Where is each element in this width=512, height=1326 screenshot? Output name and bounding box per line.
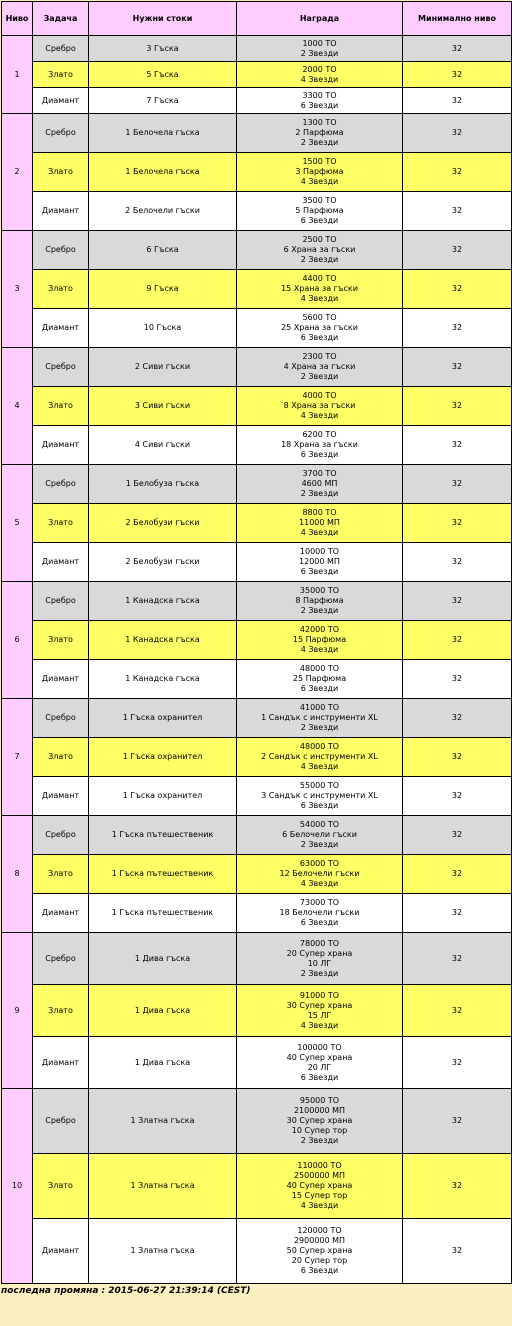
table-row [2,1037,512,1089]
reward-cell [237,894,403,933]
reward-line: 48000 ТО [299,664,340,673]
reward-line: 6 Звезди [300,450,339,459]
table-row [2,192,512,231]
table-row [2,582,512,621]
reward-line: 2 Звезди [300,372,339,381]
task-cell: Злато [33,738,89,777]
table-row [2,621,512,660]
header-min-level: Минимално ниво [403,2,512,36]
reward-line: 4000 ТО [302,391,337,400]
reward-line: 2 Парфюма [295,128,344,137]
reward-line: 2100000 МП [293,1106,346,1115]
reward-line: 15 Супер тор [291,1191,348,1200]
level-cell: 3 [2,231,33,348]
reward-line: 3500 ТО [302,196,337,205]
min-level-cell: 32 [403,582,512,621]
reward-line: 54000 ТО [299,820,340,829]
min-level-cell: 32 [403,855,512,894]
reward-line: 30 Супер храна [286,1000,353,1010]
reward-line: 3 Парфюма [295,167,344,176]
min-level-cell: 32 [403,231,512,270]
goods-cell: 1 Златна гъска [89,1219,237,1284]
reward-line: 2 Звезди [300,48,339,58]
goods-cell: 1 Канадска гъска [89,582,237,621]
min-level-cell: 32 [403,894,512,933]
reward-cell [237,504,403,543]
goods-cell: 1 Гъска пътешественик [89,816,237,855]
reward-line: 12000 МП [299,557,340,566]
header-reward: Награда [237,2,403,36]
task-cell: Диамант [33,426,89,465]
reward-line: 78000 ТО [299,938,340,948]
reward-cell [237,270,403,309]
table-row [2,816,512,855]
goods-cell: 1 Гъска пътешественик [89,855,237,894]
reward-cell [237,62,403,88]
level-cell: 4 [2,348,33,465]
reward-cell [237,582,403,621]
level-cell: 7 [2,699,33,816]
reward-line: 50 Супер храна [286,1246,353,1255]
task-cell: Злато [33,621,89,660]
goods-cell: 3 Гъска [89,36,237,62]
table-row [2,504,512,543]
table-row [2,1219,512,1284]
reward-cell [237,933,403,985]
task-cell: Сребро [33,699,89,738]
reward-line: 40 Супер храна [286,1052,353,1062]
reward-cell [237,387,403,426]
quest-table-body [2,36,512,1284]
table-row [2,543,512,582]
task-cell: Злато [33,985,89,1037]
reward-line: 8800 ТО [302,508,337,517]
goods-cell: 1 Златна гъска [89,1154,237,1219]
goods-cell: 1 Гъска охранител [89,777,237,816]
table-row [2,985,512,1037]
reward-cell [237,348,403,387]
min-level-cell: 32 [403,543,512,582]
reward-line: 4400 ТО [302,274,337,283]
reward-line: 55000 ТО [299,781,340,790]
min-level-cell: 32 [403,36,512,62]
task-cell: Злато [33,153,89,192]
min-level-cell: 32 [403,153,512,192]
reward-line: 4 Звезди [300,645,339,654]
reward-line: 5600 ТО [302,313,337,322]
table-row [2,62,512,88]
reward-line: 120000 ТО [297,1226,342,1235]
goods-cell: 1 Канадска гъска [89,660,237,699]
reward-line: 4 Звезди [300,1201,339,1210]
table-row [2,933,512,985]
goods-cell: 10 Гъска [89,309,237,348]
goods-cell: 1 Гъска охранител [89,699,237,738]
table-row [2,387,512,426]
reward-cell [237,88,403,114]
goods-cell: 2 Белобузи гъски [89,504,237,543]
reward-line: 4 Звезди [300,294,339,303]
reward-cell [237,816,403,855]
table-row [2,660,512,699]
min-level-cell: 32 [403,270,512,309]
task-cell: Сребро [33,933,89,985]
goods-cell: 6 Гъска [89,231,237,270]
goods-cell: 2 Белобузи гъски [89,543,237,582]
reward-line: 6 Звезди [300,100,339,110]
reward-line: 12 Белочели гъски [279,869,360,878]
reward-cell [237,1089,403,1154]
reward-cell [237,231,403,270]
reward-line: 2500000 МП [293,1171,346,1180]
reward-line: 4 Звезди [300,762,339,771]
task-cell: Сребро [33,36,89,62]
reward-line: 2 Звезди [300,489,339,498]
task-cell: Сребро [33,465,89,504]
reward-cell [237,192,403,231]
reward-line: 6 Храна за гъски [283,245,356,254]
reward-line: 6 Звезди [300,918,339,927]
min-level-cell: 32 [403,504,512,543]
reward-line: 2 Звезди [300,723,339,732]
table-row [2,348,512,387]
quest-table [1,1,512,1284]
reward-cell [237,153,403,192]
reward-line: 63000 ТО [299,859,340,868]
reward-line: 15 Храна за гъски [281,284,358,293]
header-row [2,2,512,36]
reward-cell [237,699,403,738]
min-level-cell: 32 [403,816,512,855]
reward-cell [237,1037,403,1089]
goods-cell: 1 Канадска гъска [89,621,237,660]
reward-line: 2500 ТО [302,235,337,244]
table-row [2,465,512,504]
min-level-cell: 32 [403,777,512,816]
goods-cell: 9 Гъска [89,270,237,309]
reward-line: 11000 МП [299,518,340,527]
reward-line: 5 Парфюма [295,206,344,215]
goods-cell: 1 Гъска охранител [89,738,237,777]
min-level-cell: 32 [403,465,512,504]
table-row [2,36,512,62]
reward-line: 6 Звезди [300,684,339,693]
reward-line: 2000 ТО [302,64,337,74]
reward-cell [237,309,403,348]
reward-line: 40 Супер храна [286,1181,353,1190]
level-cell: 2 [2,114,33,231]
reward-line: 2 Звезди [300,255,339,264]
reward-line: 48000 ТО [299,742,340,751]
table-row [2,114,512,153]
table-row [2,309,512,348]
reward-line: 110000 ТО [297,1161,342,1170]
goods-cell: 1 Дива гъска [89,933,237,985]
reward-line: 6 Звезди [300,1072,339,1082]
goods-cell: 7 Гъска [89,88,237,114]
task-cell: Злато [33,62,89,88]
reward-cell [237,660,403,699]
task-cell: Диамант [33,192,89,231]
level-cell: 9 [2,933,33,1089]
reward-cell [237,114,403,153]
reward-line: 25 Храна за гъски [281,323,358,332]
reward-line: 1300 ТО [302,118,337,127]
min-level-cell: 32 [403,348,512,387]
reward-line: 2 Сандък с инструменти XL [261,752,378,761]
table-row [2,153,512,192]
level-cell: 5 [2,465,33,582]
reward-line: 20 Супер тор [291,1256,348,1265]
task-cell: Сребро [33,1089,89,1154]
reward-line: 4 Звезди [300,411,339,420]
reward-line: 15 ЛГ [307,1010,332,1020]
min-level-cell: 32 [403,88,512,114]
goods-cell: 1 Дива гъска [89,985,237,1037]
reward-cell [237,543,403,582]
reward-line: 4 Звезди [300,528,339,537]
reward-line: 95000 ТО [299,1096,340,1105]
reward-line: 8 Храна за гъски [283,401,356,410]
reward-line: 3300 ТО [302,90,337,100]
reward-line: 100000 ТО [297,1042,342,1052]
reward-line: 15 Парфюма [292,635,347,644]
last-modified: последна промяна : 2015-06-27 21:39:14 (CEST) [1,1286,251,1296]
reward-line: 25 Парфюма [292,674,347,683]
goods-cell: 2 Сиви гъски [89,348,237,387]
min-level-cell: 32 [403,192,512,231]
reward-cell [237,621,403,660]
reward-line: 2 Звезди [300,968,339,978]
reward-line: 30 Супер храна [286,1116,353,1125]
task-cell: Злато [33,387,89,426]
reward-line: 4 Звезди [300,74,339,84]
min-level-cell: 32 [403,309,512,348]
table-row [2,738,512,777]
reward-line: 91000 ТО [299,990,340,1000]
task-cell: Сребро [33,114,89,153]
table-row [2,894,512,933]
table-row [2,231,512,270]
goods-cell: 1 Златна гъска [89,1089,237,1154]
reward-line: 10000 ТО [299,547,340,556]
table-row [2,777,512,816]
task-cell: Сребро [33,348,89,387]
reward-line: 4 Храна за гъски [283,362,356,371]
reward-line: 6 Белочели гъски [282,830,357,839]
reward-cell [237,36,403,62]
task-cell: Диамант [33,309,89,348]
task-cell: Злато [33,270,89,309]
reward-line: 6 Звезди [300,1266,339,1275]
table-row [2,1154,512,1219]
reward-line: 20 ЛГ [307,1062,332,1072]
task-cell: Диамант [33,88,89,114]
reward-line: 8 Парфюма [295,596,344,605]
goods-cell: 5 Гъска [89,62,237,88]
min-level-cell: 32 [403,660,512,699]
reward-line: 2 Звезди [300,840,339,849]
min-level-cell: 32 [403,387,512,426]
reward-cell [237,777,403,816]
min-level-cell: 32 [403,62,512,88]
table-row [2,270,512,309]
min-level-cell: 32 [403,426,512,465]
reward-cell [237,465,403,504]
goods-cell: 4 Сиви гъски [89,426,237,465]
reward-line: 2 Звезди [300,138,339,147]
reward-line: 6 Звезди [300,801,339,810]
reward-line: 18 Храна за гъски [281,440,358,449]
min-level-cell: 32 [403,985,512,1037]
table-row [2,1089,512,1154]
reward-line: 41000 ТО [299,703,340,712]
task-cell: Диамант [33,1219,89,1284]
goods-cell: 1 Дива гъска [89,1037,237,1089]
table-row [2,699,512,738]
goods-cell: 1 Белочела гъска [89,114,237,153]
reward-line: 4 Звезди [300,1020,339,1030]
reward-line: 2900000 МП [293,1236,346,1245]
reward-line: 2 Звезди [300,606,339,615]
task-cell: Сребро [33,582,89,621]
reward-cell [237,738,403,777]
header-level: Ниво [2,2,33,36]
reward-line: 1000 ТО [302,38,337,48]
min-level-cell: 32 [403,1154,512,1219]
reward-line: 4 Звезди [300,177,339,186]
goods-cell: 1 Белочела гъска [89,153,237,192]
min-level-cell: 32 [403,699,512,738]
header-goods: Нужни стоки [89,2,237,36]
min-level-cell: 32 [403,1219,512,1284]
level-cell: 10 [2,1089,33,1284]
task-cell: Злато [33,855,89,894]
reward-line: 3700 ТО [302,469,337,478]
task-cell: Диамант [33,777,89,816]
reward-line: 4 Звезди [300,879,339,888]
goods-cell: 3 Сиви гъски [89,387,237,426]
reward-line: 6 Звезди [300,567,339,576]
min-level-cell: 32 [403,933,512,985]
level-cell: 6 [2,582,33,699]
task-cell: Диамант [33,894,89,933]
reward-line: 4600 МП [301,479,338,488]
reward-line: 6 Звезди [300,333,339,342]
task-cell: Злато [33,504,89,543]
reward-line: 2300 ТО [302,352,337,361]
reward-cell [237,1219,403,1284]
reward-line: 6200 ТО [302,430,337,439]
reward-line: 3 Сандък с инструменти XL [261,791,378,800]
table-row [2,426,512,465]
table-row [2,855,512,894]
reward-cell [237,426,403,465]
reward-line: 6 Звезди [300,216,339,225]
goods-cell: 2 Белочели гъски [89,192,237,231]
table-row [2,88,512,114]
min-level-cell: 32 [403,1089,512,1154]
task-cell: Диамант [33,543,89,582]
min-level-cell: 32 [403,738,512,777]
min-level-cell: 32 [403,621,512,660]
level-cell: 1 [2,36,33,114]
reward-line: 1 Сандък с инструменти XL [261,713,378,722]
task-cell: Сребро [33,231,89,270]
task-cell: Злато [33,1154,89,1219]
reward-line: 2 Звезди [300,1136,339,1145]
min-level-cell: 32 [403,114,512,153]
reward-line: 18 Белочели гъски [279,908,360,917]
reward-cell [237,985,403,1037]
header-task: Задача [33,2,89,36]
task-cell: Диамант [33,660,89,699]
reward-line: 10 ЛГ [307,958,332,968]
level-cell: 8 [2,816,33,933]
min-level-cell: 32 [403,1037,512,1089]
task-cell: Диамант [33,1037,89,1089]
reward-line: 10 Супер тор [291,1126,348,1135]
reward-line: 1500 ТО [302,157,337,166]
reward-line: 73000 ТО [299,898,340,907]
reward-line: 42000 ТО [299,625,340,634]
reward-line: 35000 ТО [299,586,340,595]
reward-line: 20 Супер храна [286,948,353,958]
goods-cell: 1 Гъска пътешественик [89,894,237,933]
goods-cell: 1 Белобуза гъска [89,465,237,504]
reward-cell [237,855,403,894]
task-cell: Сребро [33,816,89,855]
reward-cell [237,1154,403,1219]
